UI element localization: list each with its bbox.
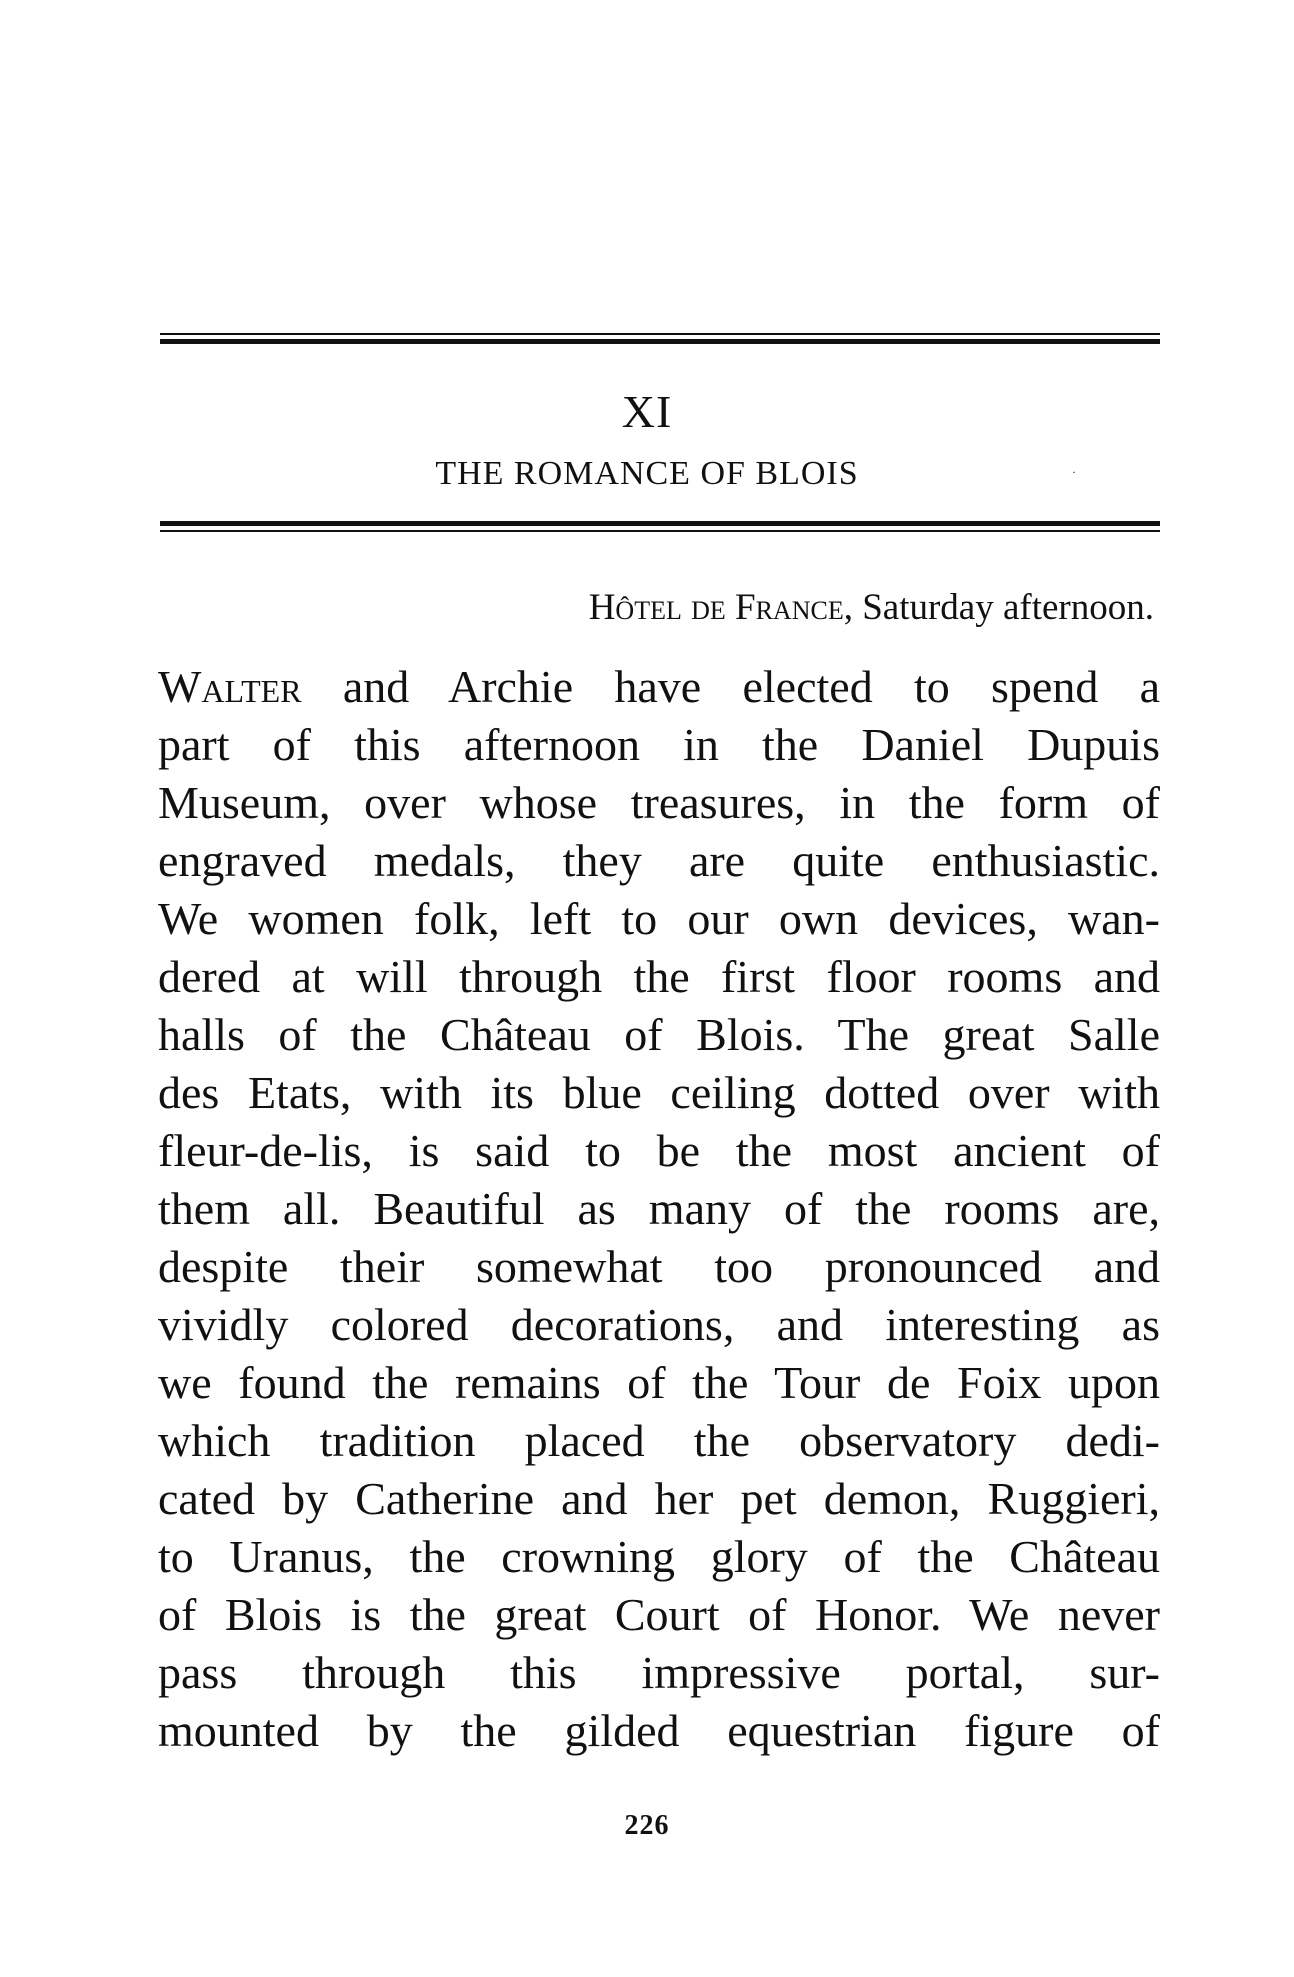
body-paragraph xyxy=(158,658,1160,1760)
text-line: them all. Beautiful as many of the rooms are, xyxy=(158,1183,1160,1234)
chapter-number: XI xyxy=(621,386,673,437)
text-line: part of this afternoon in the Daniel Dupuis xyxy=(158,719,1160,770)
text-line: engraved medals, they are quite enthusiastic. xyxy=(158,835,1160,886)
text-line: pass through this impressive portal, sur- xyxy=(158,1647,1160,1698)
text-line: halls of the Château of Blois. The great Salle xyxy=(158,1009,1160,1060)
dateline-time: Saturday afternoon. xyxy=(862,587,1154,628)
text-line: of Blois is the great Court of Honor. We never xyxy=(158,1589,1160,1640)
text-line-content: and Archie have elected to spend a xyxy=(301,661,1160,712)
text-line: Museum, over whose treasures, in the form of xyxy=(158,777,1160,828)
chapter-title: THE ROMANCE OF BLOIS xyxy=(435,455,859,492)
opening-word: Walter xyxy=(158,661,302,712)
text-line: fleur-de-lis, is said to be the most ancient of xyxy=(158,1125,1160,1176)
rule-thin-line xyxy=(160,530,1160,532)
text-line xyxy=(158,658,1160,716)
text-line: which tradition placed the observatory dedi- xyxy=(158,1415,1160,1466)
text-line: cated by Catherine and her pet demon, Ruggieri, xyxy=(158,1473,1160,1524)
bottom-double-rule xyxy=(160,521,1160,532)
page-number: 226 xyxy=(624,1810,670,1841)
dateline-place: Hôtel de France, xyxy=(588,587,853,628)
text-line: despite their somewhat too pronounced and xyxy=(158,1241,1160,1292)
text-line: we found the remains of the Tour de Foix upon xyxy=(158,1357,1160,1408)
text-line: to Uranus, the crowning glory of the Château xyxy=(158,1531,1160,1582)
text-line: mounted by the gilded equestrian figure of xyxy=(158,1705,1160,1756)
rule-thin-line xyxy=(160,333,1160,335)
text-line: vividly colored decorations, and interesting as xyxy=(158,1299,1160,1350)
dateline xyxy=(162,586,1154,629)
top-double-rule xyxy=(160,333,1160,344)
rule-thick-line xyxy=(160,521,1160,526)
rule-thick-line xyxy=(160,339,1160,344)
text-line: des Etats, with its blue ceiling dotted over with xyxy=(158,1067,1160,1118)
text-line: We women folk, left to our own devices, wan- xyxy=(158,893,1160,944)
text-line: dered at will through the first floor rooms and xyxy=(158,951,1160,1002)
print-speck: · xyxy=(1072,465,1076,479)
